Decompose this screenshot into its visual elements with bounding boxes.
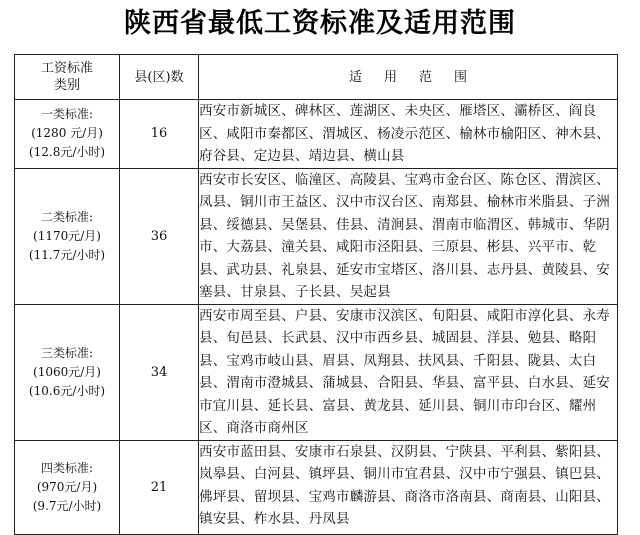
header-county-count (120, 55, 199, 100)
page-title: 陕西省最低工资标准及适用范围 (124, 8, 516, 39)
hourly-wage: (12.8元/小时) (28, 145, 106, 160)
county-count: 16 (120, 100, 199, 169)
category-name: 四类标准: (40, 460, 94, 475)
category-cell (15, 440, 120, 534)
hourly-wage: (11.7元/小时) (28, 247, 106, 262)
table-row (15, 168, 618, 304)
minimum-wage-table (14, 54, 618, 535)
hourly-wage: (9.7元/小时) (32, 498, 102, 513)
county-count: 36 (120, 168, 199, 304)
monthly-wage: (1170元/月) (33, 228, 101, 243)
category-cell (15, 304, 120, 440)
header-scope-label: 适用范围 (348, 69, 489, 85)
category-cell (15, 100, 120, 169)
monthly-wage: (1060元/月) (33, 364, 101, 379)
table-row (15, 304, 618, 440)
category-name: 三类标准: (40, 345, 94, 360)
header-count-label: 县(区)数 (134, 69, 184, 85)
category-name: 二类标准: (40, 209, 94, 224)
header-category-label: 工资标准 类别 (40, 61, 93, 93)
table-row (15, 440, 618, 534)
scope-text: 西安市长安区、临潼区、高陵县、宝鸡市金台区、陈仓区、渭滨区、凤县、铜川市王益区、汉中市汉台区、南郑县、榆林市米脂县、子洲县、绥德县、吴堡县、佳县、清涧县、渭南市临渭区、韩城市、华阴市、大荔县、潼关县、咸阳市泾阳县、三原县、彬县、兴平市、乾县、武功县、礼泉县、延安市宝塔区、洛川县、志丹县、黄陵县、安塞县、甘泉县、子长县、吴起县 (199, 168, 618, 304)
table-header-row (15, 55, 618, 100)
category-cell (15, 168, 120, 304)
monthly-wage: (1280 元/月) (31, 126, 103, 141)
county-count: 34 (120, 304, 199, 440)
scope-text: 西安市周至县、户县、安康市汉滨区、旬阳县、咸阳市淳化县、永寿县、旬邑县、长武县、汉中市西乡县、城固县、洋县、勉县、略阳县、宝鸡市岐山县、眉县、凤翔县、扶风县、千阳县、陇县、太白县、渭南市澄城县、蒲城县、合阳县、华县、富平县、白水县、延安市宜川县、延长县、富县、黄龙县、延川县、铜川市印台区、耀州区、商洛市商州区 (199, 304, 618, 440)
county-count: 21 (120, 440, 199, 534)
header-scope (199, 55, 618, 100)
category-name: 一类标准: (40, 107, 94, 122)
scope-text: 西安市新城区、碑林区、莲湖区、未央区、雁塔区、灞桥区、阎良区、咸阳市秦都区、渭城区、杨凌示范区、榆林市榆阳区、神木县、府谷县、定边县、靖边县、横山县 (199, 100, 618, 169)
table-row (15, 100, 618, 169)
monthly-wage: (970元/月) (36, 479, 98, 494)
scope-text: 西安市蓝田县、安康市石泉县、汉阴县、宁陕县、平利县、紫阳县、岚皋县、白河县、镇坪县、铜川市宜君县、汉中市宁强县、镇巴县、佛坪县、留坝县、宝鸡市麟游县、商洛市洛南县、商南县、山阳县、镇安县、柞水县、丹凤县 (199, 440, 618, 534)
header-category (15, 55, 120, 100)
hourly-wage: (10.6元/小时) (28, 383, 106, 398)
